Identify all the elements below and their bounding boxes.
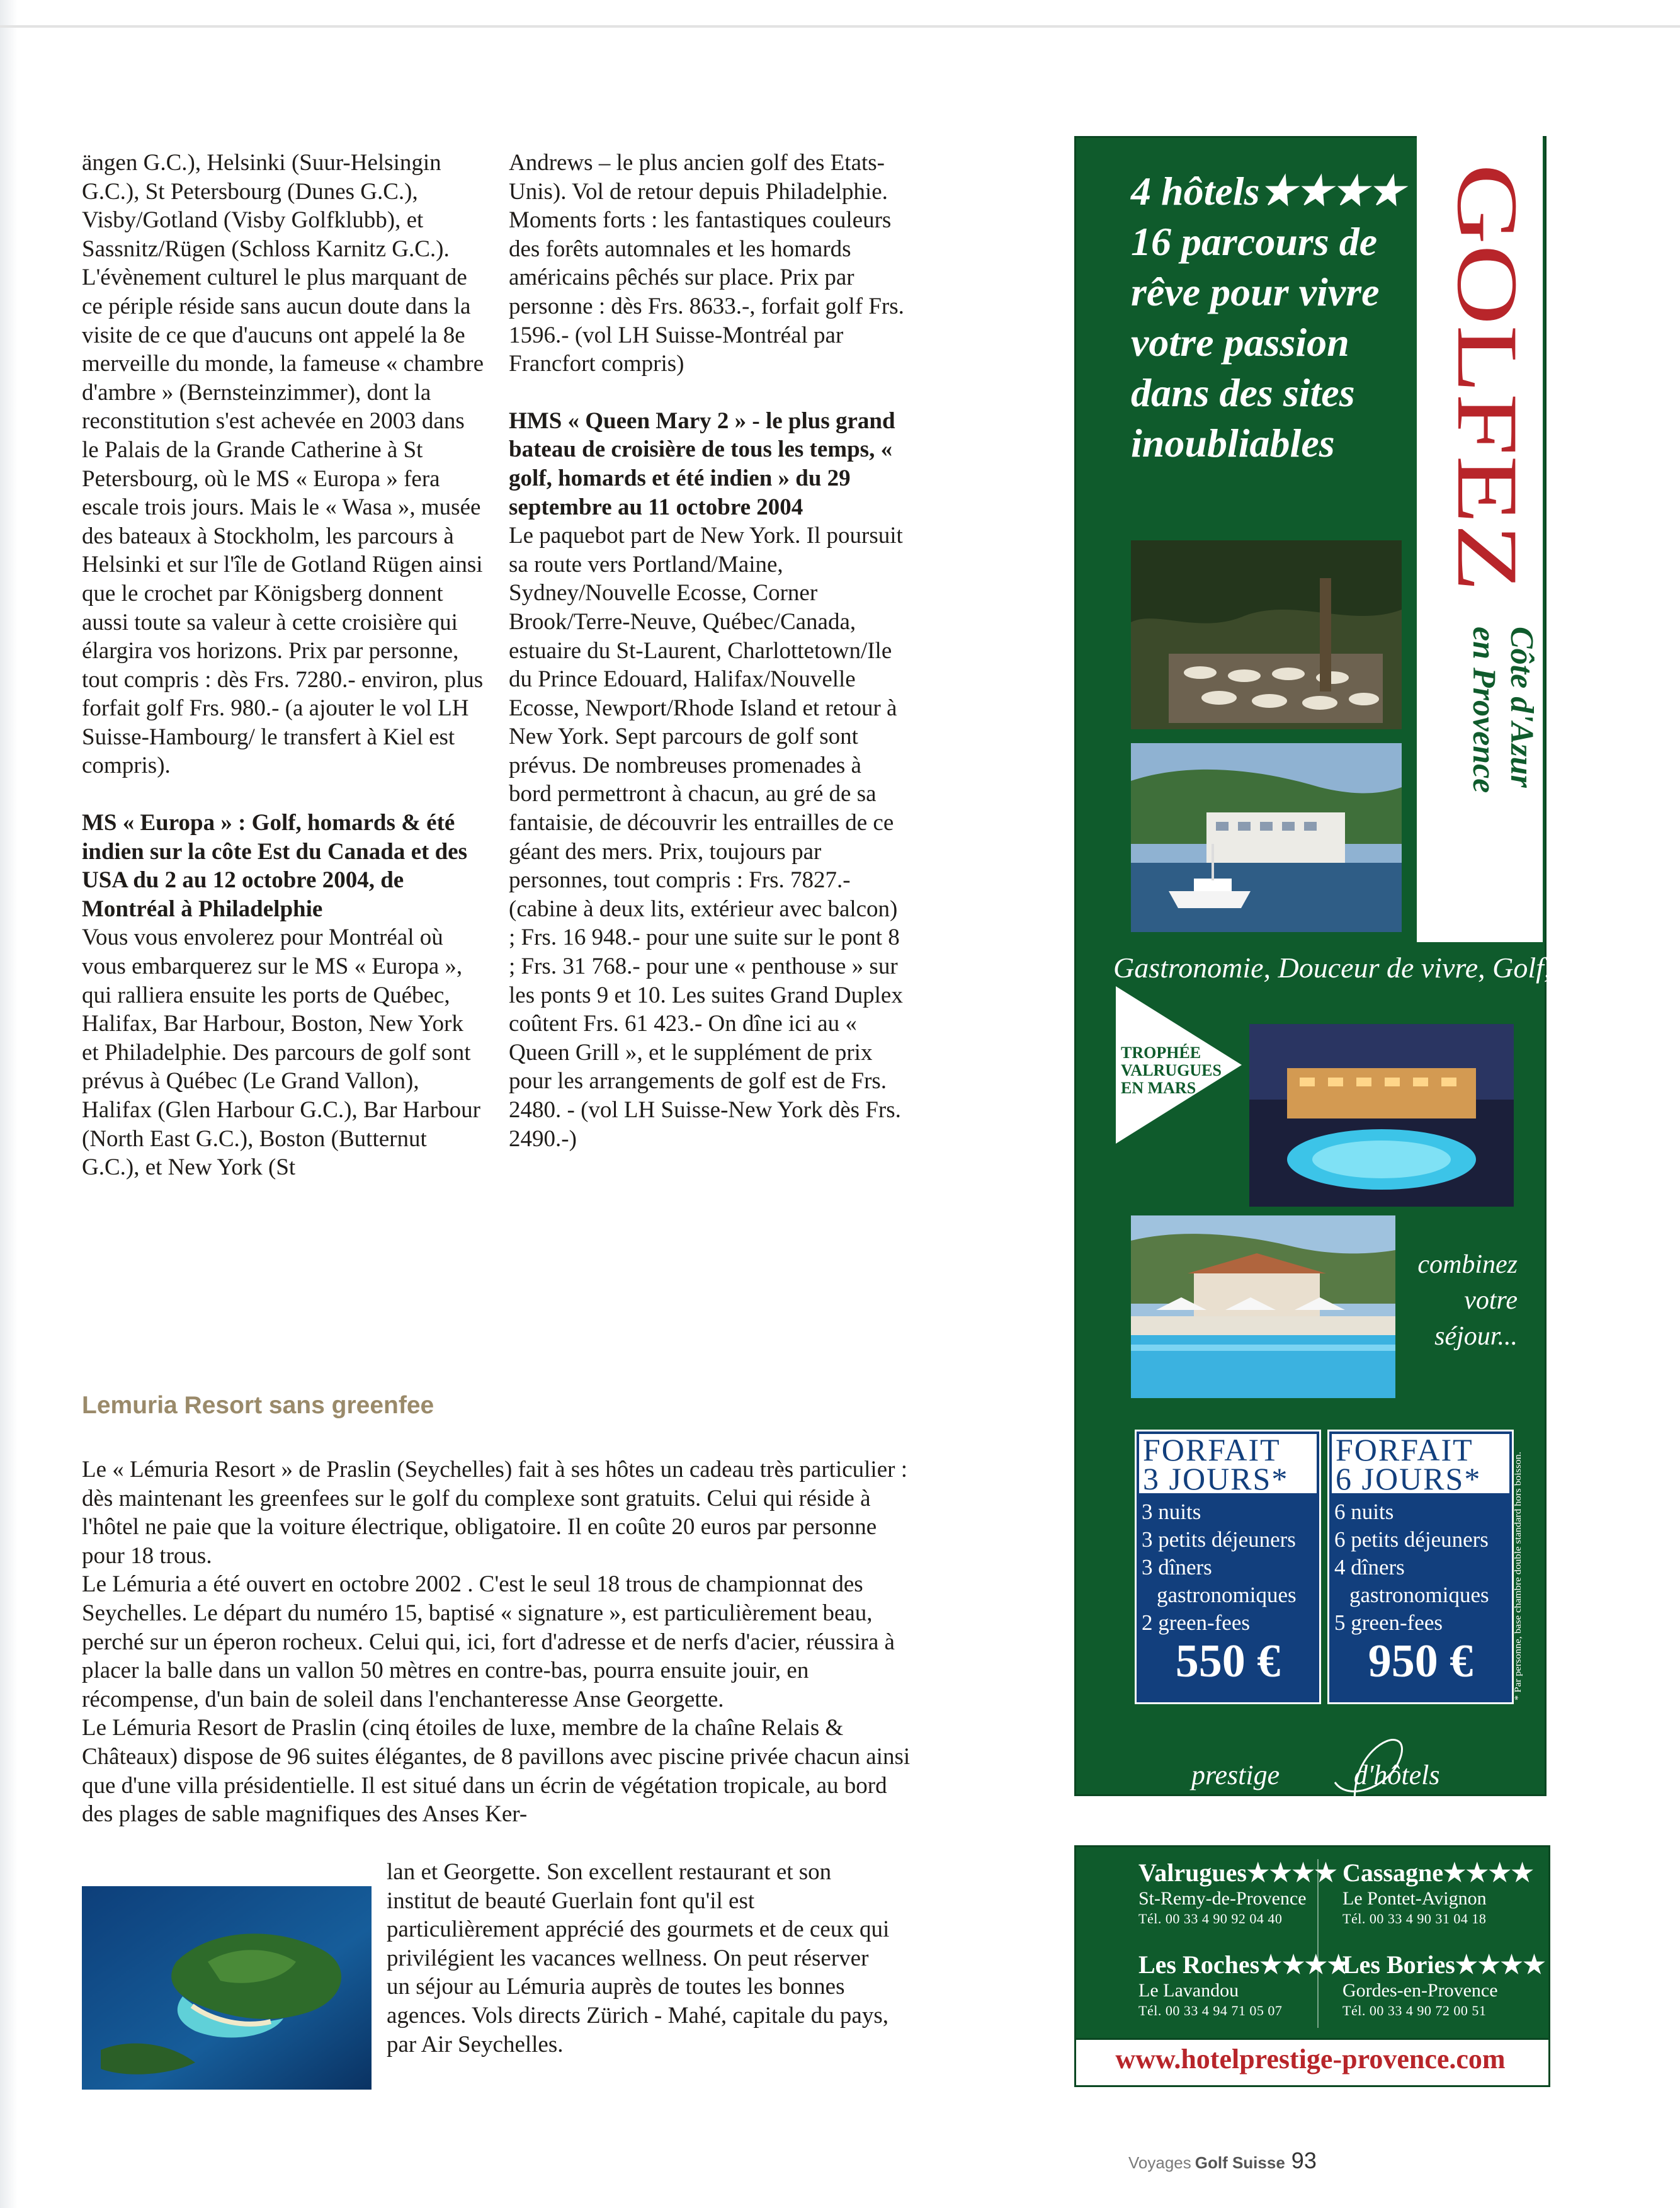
hotel-place: Gordes-en-Provence bbox=[1342, 1980, 1498, 2001]
forfait-3-line: 3 nuits bbox=[1142, 1500, 1201, 1524]
forfait-6-line: 6 petits déjeuners bbox=[1334, 1527, 1489, 1552]
harbour-hotel-photo bbox=[1131, 743, 1402, 932]
cote-azur-text: Côte d'Azur bbox=[1504, 627, 1540, 788]
forfait-6-title-line2: 6 JOURS* bbox=[1336, 1461, 1482, 1496]
footer-section: Voyages bbox=[1128, 2153, 1191, 2172]
forfait-3-line: 3 petits déjeuners bbox=[1142, 1527, 1296, 1552]
pool-terrace-photo bbox=[1131, 1215, 1395, 1398]
lemuria-paragraph-1: Le « Lémuria Resort » de Praslin (Seychelles) fait à ses hôtes un cadeau très particulier : dès maintenant les greenfees sur le golf du complexe sont gratuits. Celui qui réside à l'hôtel ne paie que la voiture électrique, obligatoire. Il en coûte 20 euros par personne pour 18 trous. bbox=[82, 1457, 907, 1569]
page-fold-shade bbox=[0, 0, 18, 2208]
forfait-3-jours-box bbox=[1135, 1430, 1321, 1704]
forfait-3-title-line2: 3 JOURS* bbox=[1143, 1461, 1289, 1496]
hotel-valrugues bbox=[1138, 1858, 1337, 1928]
hotel-les-bories bbox=[1342, 1950, 1545, 2020]
page-number: 93 bbox=[1291, 2148, 1317, 2173]
forfait-3-price: 550 € bbox=[1175, 1636, 1281, 1687]
hotel-name: Les Bories★★★★ bbox=[1342, 1950, 1546, 1979]
forfait-footnote bbox=[1514, 1448, 1533, 1700]
forfait-3-line: gastronomiques bbox=[1157, 1583, 1297, 1607]
footer-magazine: Golf Suisse bbox=[1195, 2153, 1285, 2172]
night-pool-photo bbox=[1249, 1024, 1514, 1207]
forfait-footnote-text: * Par personne, base chambre double standard hors boisson. bbox=[1513, 1473, 1523, 1700]
hotel-tel: Tél. 00 33 4 94 71 05 07 bbox=[1138, 2003, 1283, 2018]
forfait-6-price: 950 € bbox=[1368, 1636, 1473, 1687]
en-provence-text: en Provence bbox=[1466, 627, 1502, 794]
forfait-6-title bbox=[1332, 1432, 1509, 1496]
hotel-place: Le Lavandou bbox=[1138, 1980, 1239, 2001]
col2-paragraph-2: Le paquebot part de New York. Il poursuit sa route vers Portland/Maine, Sydney/Nouvelle Ecosse, Corner Brook/Terre-Neuve, Québec/Canada, estuaire du St-Laurent, Charlottetown/Ile du Prince Edouard, Halifax/Nouvelle Ecosse, Newport/Rhode Island et retour à New York. Sept parcours de golf sont prévus. De nombreuses promenades à bord permettront à chacun, au gré de sa fantaisie, de découvrir les entrailles de ce géant des mers. Prix, toujours par personnes, tout compris : Frs. 7827.- (cabine à deux lits, extérieur avec balcon) ; Frs. 16 948.- pour une suite sur le pont 8 ; Frs. 31 768.- pour une « penthouse » sur les ponts 9 et 10. Les suites Grand Duplex coûtent Frs. 61 423.- On dîne ici au « Queen Grill », et le supplément de prix pour les arrangements de golf est de Frs. 2480. - (vol LH Suisse-New York dès Frs. 2490.-) bbox=[509, 523, 903, 1152]
col1-paragraph-1: ängen G.C.), Helsinki (Suur-Helsingin G.C.), St Petersbourg (Dunes G.C.), Visby/Gotland (Visby Golfklubb), et Sassnitz/Rügen (Schloss Karnitz G.C.). L'évènement culturel le plus marquant de ce périple réside sans aucun doute dans la visite de ce que d'aucuns ont appelé la 8e merveille du monde, la fameuse « chambre d'ambre » (Bernsteinzimmer), dont la reconstitution s'est achevée en 2003 dans le Palais de la Grande Catherine à St Petersbourg, où le MS « Europa » fera escale trois jours. Mais le « Wasa », musée des bateaux à Stockholm, les parcours à Helsinki et sur l'île de Gotland Rügen ainsi que le crochet par Königsberg donnent aussi toute sa valeur à cette croisière qui élargira vos horizons. Prix par personne, tout compris : dès Frs. 7280.- environ, plus forfait golf Frs. 980.- (a ajouter le vol LH Suisse-Hambourg/ le transfert à Kiel est compris). bbox=[82, 150, 484, 779]
hotel-name: Les Roches★★★★ bbox=[1138, 1950, 1350, 1979]
lemuria-paragraph-3: Le Lémuria Resort de Praslin (cinq étoiles de luxe, membre de la chaîne Relais & Châteaux) dispose de 96 suites élégantes, de 8 pavillons avec piscine privée chacun ainsi que d'une villa présidentielle. Il est situé dans un écrin de végétation tropicale, au bord des plages de sable magnifiques des Anses Ker- bbox=[82, 1715, 911, 1828]
forfait-6-jours-box bbox=[1327, 1430, 1514, 1704]
hotel-place: St-Remy-de-Provence bbox=[1138, 1888, 1307, 1909]
hotel-name: Valrugues★★★★ bbox=[1138, 1858, 1337, 1887]
forfait-3-title-line1: FORFAIT bbox=[1143, 1432, 1281, 1467]
forfait-6-title-line1: FORFAIT bbox=[1336, 1432, 1473, 1467]
top-rule bbox=[0, 25, 1680, 28]
ad-combinez-sejour: combinez votre séjour... bbox=[1417, 1250, 1518, 1351]
col1-paragraph-2: Vous vous envolerez pour Montréal où vous embarquerez sur le MS « Europa », qui ralliera ensuite les ports de Québec, Halifax, Bar Harbour, Boston, New York et Philadelphie. Des parcours de golf sont prévus à Québec (Le Grand Vallon), Halifax (Glen Harbour G.C.), Bar Harbour (North East G.C.), Boston (Butternut G.C.), et New York (St bbox=[82, 925, 480, 1181]
hotel-cassagne bbox=[1342, 1858, 1533, 1928]
col2-paragraph-1: Andrews – le plus ancien golf des Etats-Unis). Vol de retour depuis Philadelphie. Moments forts : les fantastiques couleurs des forêts automnales et les homards américains pêchés sur place. Prix par personne : dès Frs. 8633.-, forfait golf Frs. 1596.- (vol LH Suisse-Montréal par Francfort compris) bbox=[509, 150, 904, 377]
forfait-6-line: 5 green-fees bbox=[1334, 1610, 1443, 1635]
prestige-word: prestige bbox=[1191, 1760, 1280, 1790]
golfez-text: GOLFEZ bbox=[1439, 164, 1536, 497]
forfait-3-line: 2 green-fees bbox=[1142, 1610, 1250, 1635]
hotel-place: Le Pontet-Avignon bbox=[1342, 1888, 1487, 1909]
forfait-6-details bbox=[1329, 1496, 1512, 1639]
forfait-6-line: 6 nuits bbox=[1334, 1500, 1394, 1524]
dhotels-word: d'hôtels bbox=[1354, 1760, 1440, 1790]
restaurant-terrace-photo bbox=[1131, 540, 1402, 729]
hotel-name: Cassagne★★★★ bbox=[1342, 1858, 1534, 1887]
page-footer bbox=[1128, 2148, 1317, 2174]
col1-heading-europa: MS « Europa » : Golf, homards & été indien sur la côte Est du Canada et des USA du 2 au 12 octobre 2004, de Montréal à Philadelphie bbox=[82, 810, 467, 922]
hotel-tel: Tél. 00 33 4 90 92 04 40 bbox=[1138, 1911, 1283, 1926]
lemuria-paragraph-4: lan et Georgette. Son excellent restaurant et son institut de beauté Guerlain font qu'il est particulièrement apprécié des gourmets et de ceux qui privilégient les vacances wellness. On peut réserver un séjour au Lémuria auprès de toutes les bonnes agences. Vols directs Zürich - Mahé, capitale du pays, par Air Seychelles. bbox=[387, 1859, 890, 2057]
hotel-tel: Tél. 00 33 4 90 31 04 18 bbox=[1342, 1911, 1487, 1926]
lemuria-text-side bbox=[387, 1858, 890, 2059]
col2-heading-queen-mary: HMS « Queen Mary 2 » - le plus grand bateau de croisière de tous les temps, « golf, homards et été indien » du 29 septembre au 11 octobre 2004 bbox=[509, 407, 895, 520]
trophy-valrugues-label: TROPHÉE VALRUGUES EN MARS bbox=[1121, 1044, 1222, 1097]
ad-gastronomie-slogan: Gastronomie, Douceur de vivre, Golf, bbox=[1113, 952, 1552, 984]
lemuria-text-top bbox=[82, 1455, 913, 1829]
forfait-3-title bbox=[1139, 1432, 1317, 1496]
forfait-3-line: 3 dîners bbox=[1142, 1555, 1212, 1579]
hotel-tel: Tél. 00 33 4 90 72 00 51 bbox=[1342, 2003, 1487, 2018]
forfait-6-line: gastronomiques bbox=[1349, 1583, 1489, 1607]
en-provence-title bbox=[1461, 627, 1540, 923]
hotel-les-roches bbox=[1138, 1950, 1350, 2020]
ad-headline: 4 hôtels★★★★ 16 parcours de rêve pour vivre votre passion dans des sites inoubliables bbox=[1131, 169, 1404, 465]
article-column-2 bbox=[509, 149, 905, 1153]
island-aerial-photo bbox=[82, 1886, 372, 2090]
forfait-6-line: 4 dîners bbox=[1334, 1555, 1405, 1579]
article-column-1 bbox=[82, 149, 485, 1182]
forfait-3-details bbox=[1137, 1496, 1319, 1639]
lemuria-section-title: Lemuria Resort sans greenfee bbox=[82, 1392, 434, 1419]
ad-website-link[interactable]: www.hotelprestige-provence.com bbox=[1115, 2044, 1506, 2074]
golfez-title bbox=[1441, 157, 1535, 598]
lemuria-paragraph-2: Le Lémuria a été ouvert en octobre 2002 . C'est le seul 18 trous de championnat des Seychelles. Le départ du numéro 15, baptisé « signature », est particulièrement beau, perché sur un éperon rocheux. Celui qui, ici, fort d'adresse et de nerfs d'acier, réussira à placer la balle dans un vallon 50 mètres en contre-bas, pourra ensuite jouir, en récompense, d'un bain de soleil dans l'enchanteresse Anse Georgette. bbox=[82, 1571, 895, 1712]
